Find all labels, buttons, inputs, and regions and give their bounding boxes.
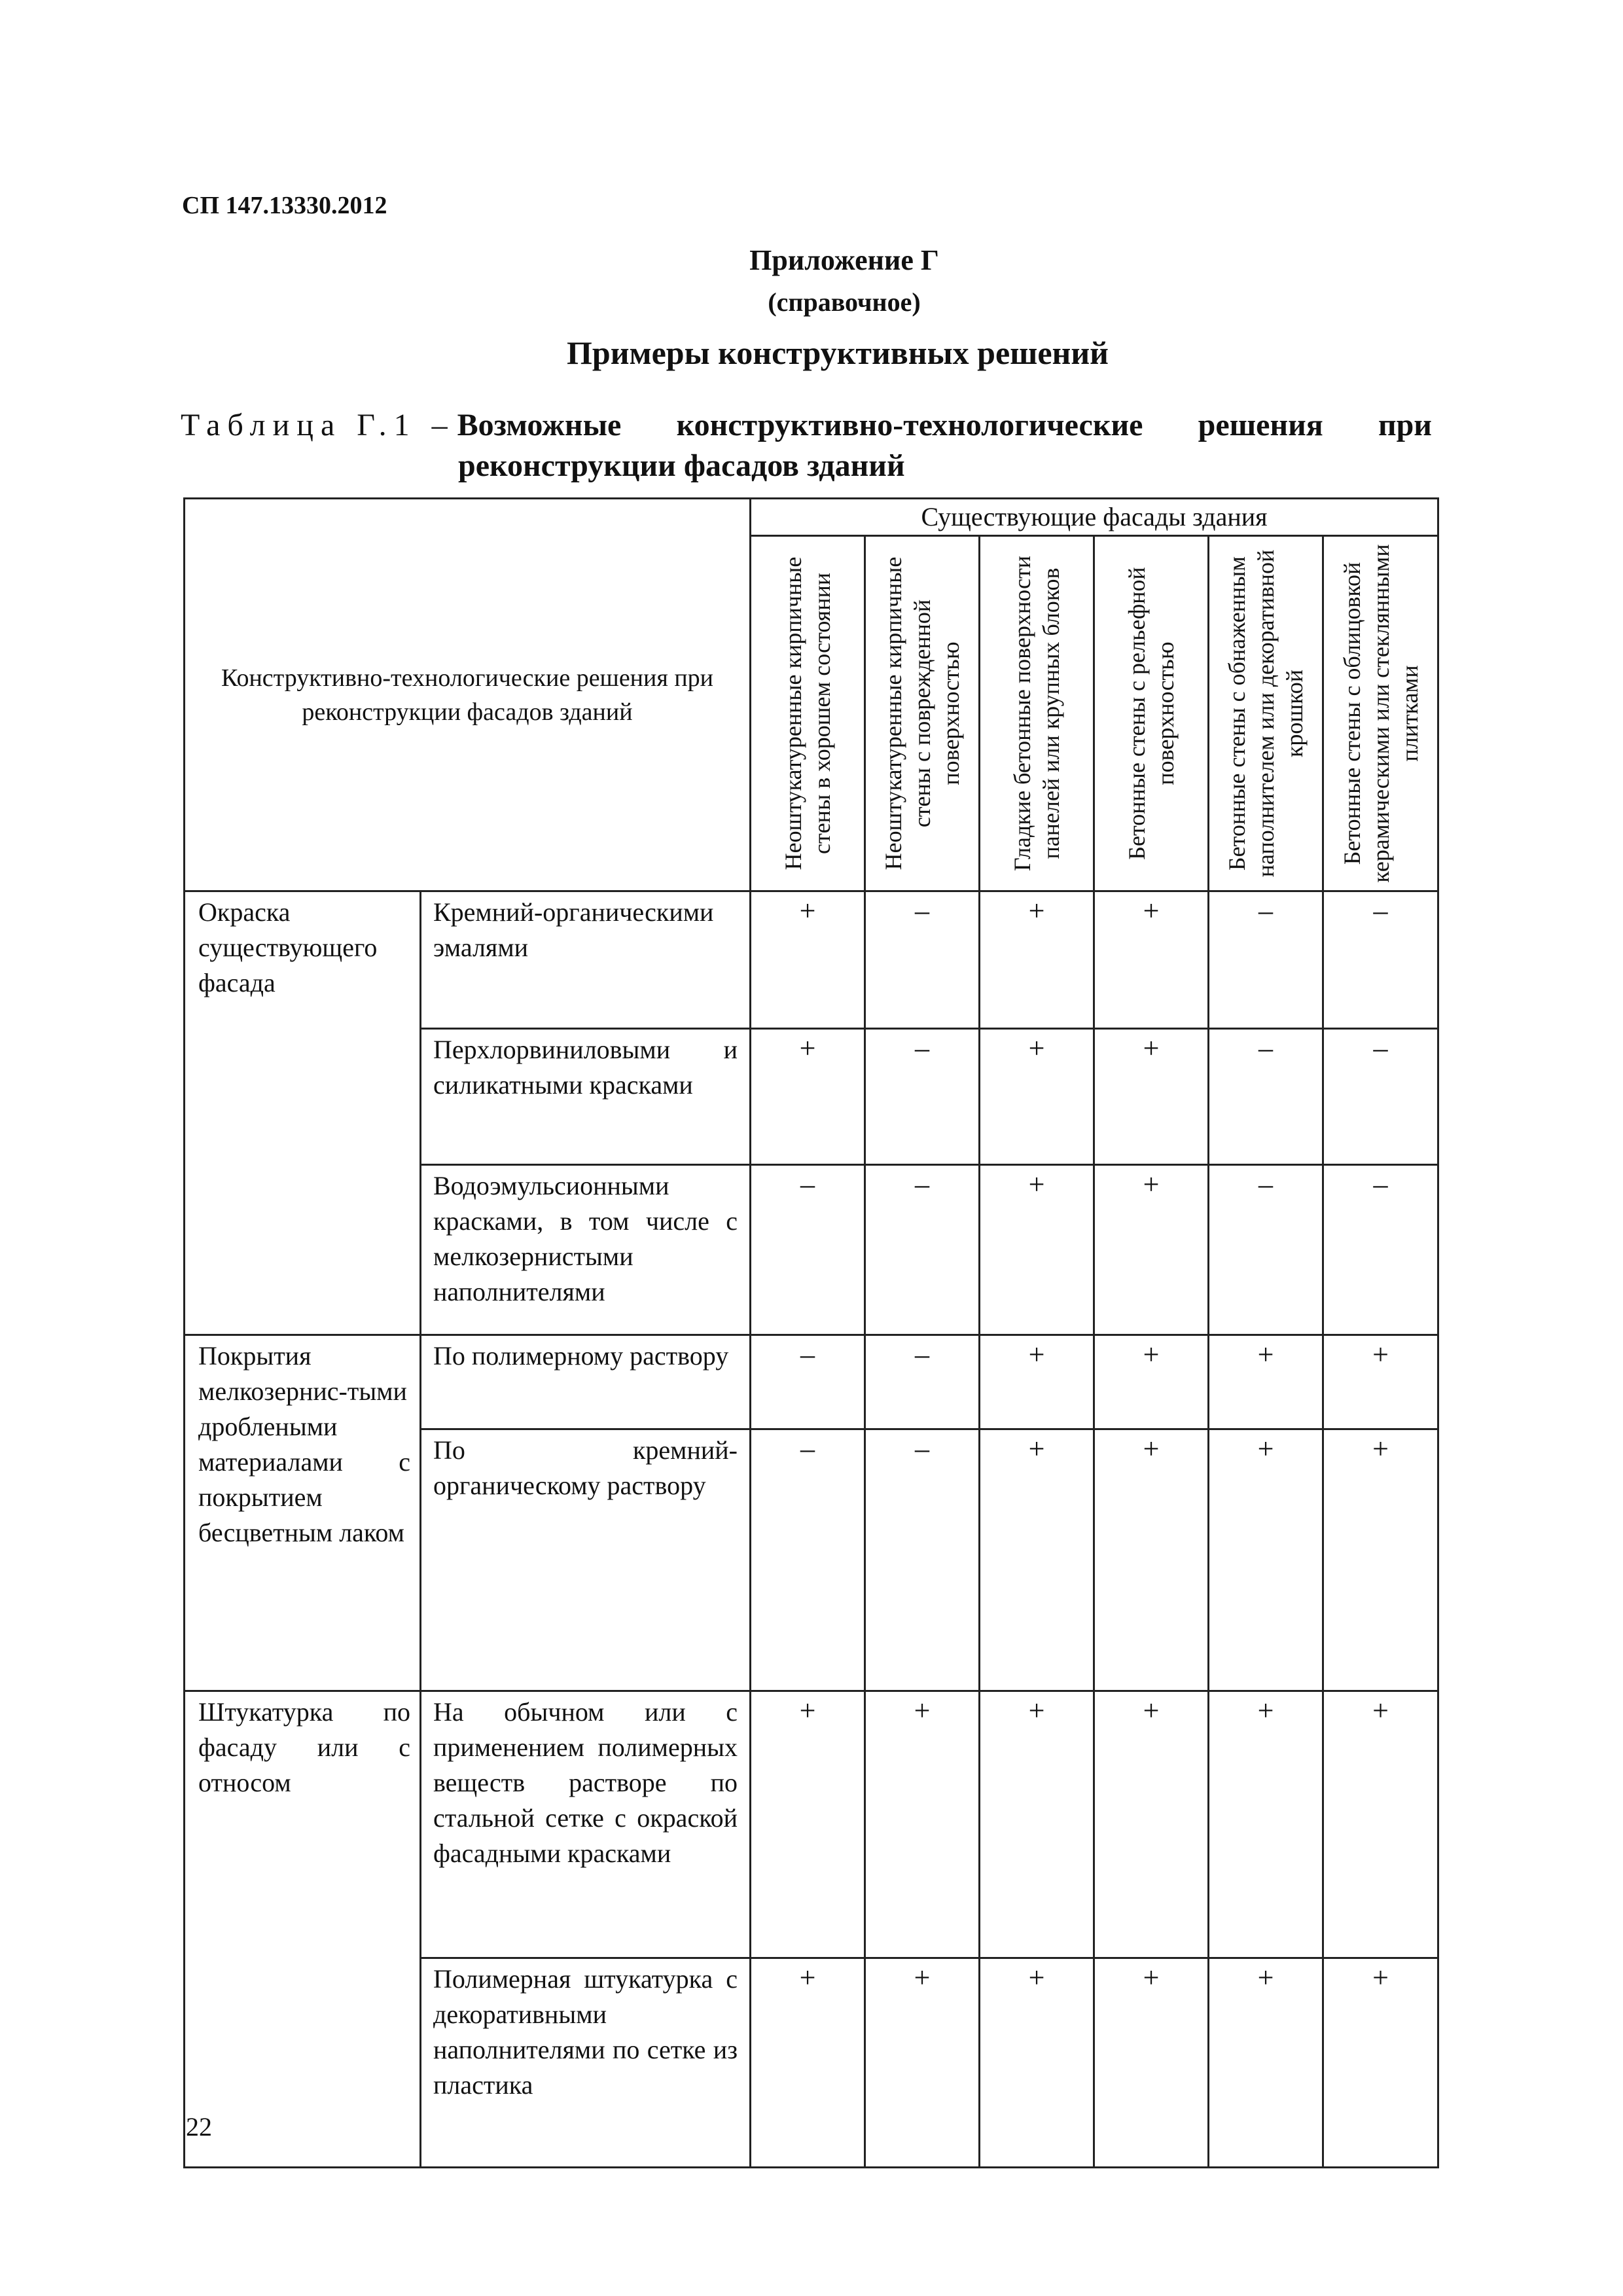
caption-word: при [1378,408,1432,442]
table-caption-title [457,407,1432,443]
applicability-mark: + [751,891,865,1029]
applicability-mark: – [751,1429,865,1691]
applicability-mark: + [865,1958,980,2168]
page-number: 22 [186,2112,212,2142]
column-header-label: Бетонные стены с обнаженным наполнителем или декоративной крошкой [1224,549,1308,878]
solution-method: Перхлорвиниловыми и силикатными красками [421,1029,751,1165]
applicability-mark: + [1209,1691,1323,1958]
applicability-mark: – [751,1335,865,1429]
column-header-label: Неоштукатуренные кирпичные стены в хорошем состоянии [780,556,835,870]
solution-method: Полимерная штукатурка с декоративными наполнителями по сетке из пластика [421,1958,751,2168]
solutions-header: Конструктивно-технологические решения при реконструкции фасадов зданий [185,499,751,891]
applicability-mark: + [1094,1335,1209,1429]
applicability-mark: – [865,1165,980,1335]
existing-facades-header: Существующие фасады здания [751,499,1438,536]
applicability-mark: + [1209,1429,1323,1691]
column-header [980,536,1094,891]
column-header-label: Неоштукатуренные кирпичные стены с поврежденной поверхностью [880,556,964,870]
applicability-mark: + [1094,1029,1209,1165]
applicability-mark: + [980,1029,1094,1165]
applicability-mark: + [751,1029,865,1165]
applicability-mark: + [1094,1429,1209,1691]
applicability-mark: + [980,1429,1094,1691]
solution-method: На обычном или с применением полимерных веществ растворе по стальной сетке с окраской фасадными красками [421,1691,751,1958]
applicability-mark: – [865,1029,980,1165]
applicability-mark: – [865,1335,980,1429]
applicability-mark: – [1323,1165,1438,1335]
annex-title: Приложение Г [749,244,939,276]
applicability-mark: + [980,1691,1094,1958]
applicability-mark: + [980,1335,1094,1429]
applicability-mark: + [1094,891,1209,1029]
applicability-mark: + [1323,1429,1438,1691]
table-caption [181,407,1432,443]
solution-group: Покрытия мелкозернис-тыми дроблеными материалами с покрытием бесцветным лаком [185,1335,421,1691]
applicability-mark: – [1209,1165,1323,1335]
applicability-mark: + [980,1958,1094,2168]
facade-solutions-table [183,497,1439,2168]
caption-word: решения [1198,408,1323,442]
applicability-mark: + [751,1691,865,1958]
applicability-mark: – [1209,1029,1323,1165]
annex-subtitle: (справочное) [768,287,921,317]
column-header-label: Бетонные стены с облицовкой керамическими или стеклянными плитками [1338,544,1423,883]
table-caption-line2: реконструкции фасадов зданий [458,448,905,483]
applicability-mark: + [1094,1958,1209,2168]
column-header [1209,536,1323,891]
table-row [185,1691,1438,1958]
column-header-label: Бетонные стены с рельефной поверхностью [1124,567,1179,860]
applicability-mark: – [1323,891,1438,1029]
column-header-label: Гладкие бетонные поверхности панелей или крупных блоков [1009,555,1064,872]
applicability-mark: + [1209,1335,1323,1429]
applicability-mark: + [1209,1958,1323,2168]
solution-method: Водоэмульсионными красками, в том числе с мелкозернистыми наполнителями [421,1165,751,1335]
applicability-mark: + [1094,1165,1209,1335]
applicability-mark: + [980,1165,1094,1335]
solution-method: По кремний-органическому раствору [421,1429,751,1691]
applicability-mark: – [1323,1029,1438,1165]
header-row [185,499,1438,536]
applicability-mark: + [1323,1691,1438,1958]
solution-method: По полимерному раствору [421,1335,751,1429]
applicability-mark: + [1323,1958,1438,2168]
document-code: СП 147.13330.2012 [182,192,387,219]
table-caption-prefix: Таблица Г.1 – [181,408,455,442]
applicability-mark: + [1323,1335,1438,1429]
applicability-mark: – [1209,891,1323,1029]
applicability-mark: + [1094,1691,1209,1958]
table-row [185,891,1438,1029]
solution-group: Штукатурка по фасаду или с относом [185,1691,421,2168]
solution-group: Окраска существующего фасада [185,891,421,1335]
applicability-mark: – [865,1429,980,1691]
applicability-mark: + [865,1691,980,1958]
solution-method: Кремний-органическими эмалями [421,891,751,1029]
applicability-mark: – [751,1165,865,1335]
column-header [865,536,980,891]
table-row [185,1335,1438,1429]
caption-word: Возможные [457,408,622,442]
applicability-mark: + [751,1958,865,2168]
applicability-mark: – [865,891,980,1029]
column-header [1094,536,1209,891]
caption-word: конструктивно-технологические [676,408,1143,442]
applicability-mark: + [980,891,1094,1029]
column-header [1323,536,1438,891]
section-title: Примеры конструктивных решений [567,334,1109,371]
column-header [751,536,865,891]
